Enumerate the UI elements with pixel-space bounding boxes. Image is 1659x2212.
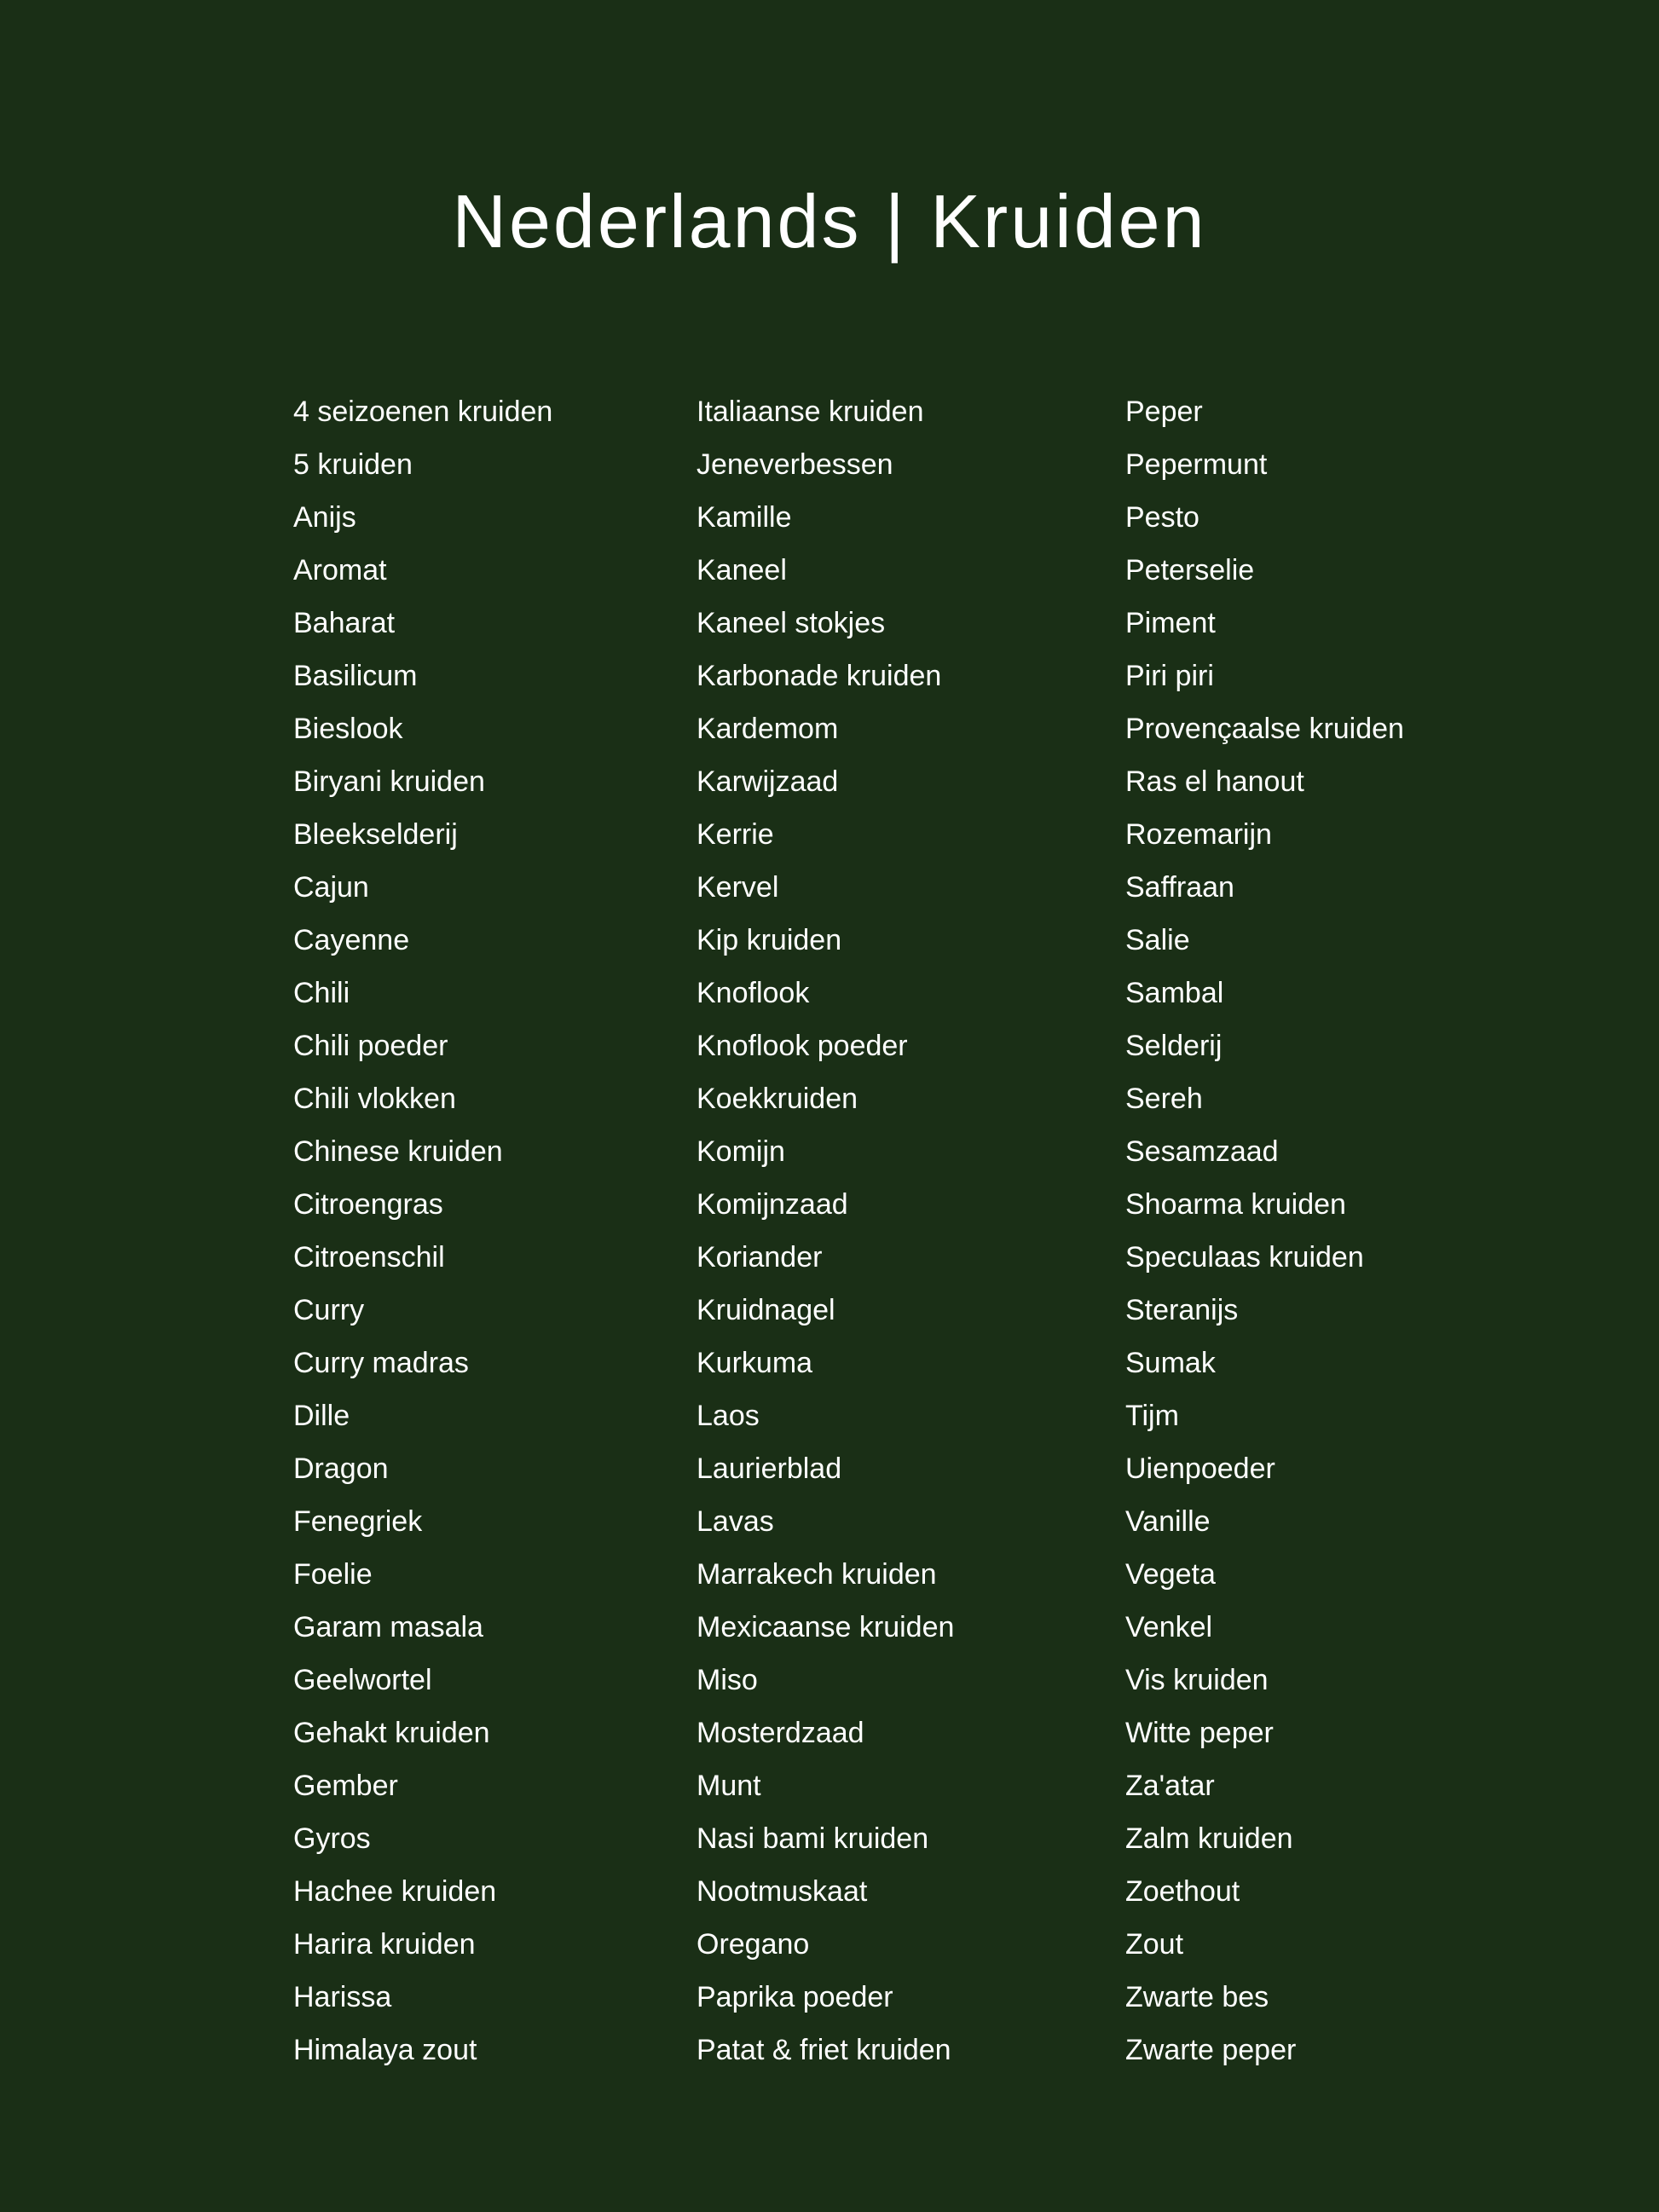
spice-item: Steranijs xyxy=(1125,1294,1239,1326)
spice-item: Geelwortel xyxy=(293,1664,432,1696)
spice-item: Kip kruiden xyxy=(697,924,842,956)
spice-item: Bieslook xyxy=(293,713,403,745)
spice-item: Mosterdzaad xyxy=(697,1717,864,1749)
spice-item: Chili vlokken xyxy=(293,1083,456,1115)
spice-item: Chili xyxy=(293,977,350,1009)
spice-item: Piment xyxy=(1125,607,1216,639)
spice-column-2 xyxy=(697,385,954,2076)
spice-item: Sumak xyxy=(1125,1347,1216,1379)
spice-item: Rozemarijn xyxy=(1125,818,1272,851)
spice-item: Miso xyxy=(697,1664,758,1696)
spice-item: Sambal xyxy=(1125,977,1224,1009)
spice-item: Kervel xyxy=(697,871,779,904)
spice-item: Curry madras xyxy=(293,1347,469,1379)
spice-item: Venkel xyxy=(1125,1611,1213,1643)
spice-item: Zoethout xyxy=(1125,1875,1240,1908)
spice-item: Koriander xyxy=(697,1241,823,1273)
spice-item: Bleekselderij xyxy=(293,818,458,851)
spice-item: Karwijzaad xyxy=(697,765,839,798)
spice-item: Zwarte peper xyxy=(1125,2034,1297,2066)
spice-item: Patat & friet kruiden xyxy=(697,2034,951,2066)
spice-item: Jeneverbessen xyxy=(697,448,893,481)
spice-item: Salie xyxy=(1125,924,1190,956)
spice-item: Peper xyxy=(1125,396,1203,428)
spice-item: Zalm kruiden xyxy=(1125,1822,1293,1855)
spice-item: Vegeta xyxy=(1125,1558,1216,1591)
spice-item: 5 kruiden xyxy=(293,448,413,481)
spice-item: Cajun xyxy=(293,871,369,904)
spice-item: Hachee kruiden xyxy=(293,1875,497,1908)
spice-item: Sesamzaad xyxy=(1125,1135,1279,1168)
spice-item: Witte peper xyxy=(1125,1717,1274,1749)
spice-item: Gyros xyxy=(293,1822,371,1855)
spice-item: Lavas xyxy=(697,1505,774,1538)
spice-item: Selderij xyxy=(1125,1030,1223,1062)
spice-item: Munt xyxy=(697,1770,761,1802)
spice-item: Kruidnagel xyxy=(697,1294,835,1326)
spice-item: Garam masala xyxy=(293,1611,483,1643)
spice-item: Speculaas kruiden xyxy=(1125,1241,1364,1273)
spice-item: Basilicum xyxy=(293,660,418,692)
spice-item: Knoflook xyxy=(697,977,810,1009)
spice-item: Curry xyxy=(293,1294,365,1326)
spice-item: Zwarte bes xyxy=(1125,1981,1269,2013)
spice-item: Fenegriek xyxy=(293,1505,423,1538)
spice-item: Vis kruiden xyxy=(1125,1664,1269,1696)
spice-item: Citroenschil xyxy=(293,1241,445,1273)
spice-item: 4 seizoenen kruiden xyxy=(293,396,553,428)
spice-item: Mexicaanse kruiden xyxy=(697,1611,955,1643)
spice-item: Saffraan xyxy=(1125,871,1234,904)
spice-item: Anijs xyxy=(293,501,356,534)
spice-item: Gember xyxy=(293,1770,398,1802)
spice-item: Marrakech kruiden xyxy=(697,1558,937,1591)
spice-item: Za'atar xyxy=(1125,1770,1215,1802)
spice-item: Shoarma kruiden xyxy=(1125,1188,1346,1221)
spice-item: Kerrie xyxy=(697,818,774,851)
spice-item: Vanille xyxy=(1125,1505,1211,1538)
spice-item: Kaneel stokjes xyxy=(697,607,886,639)
spice-item: Laos xyxy=(697,1400,760,1432)
spice-item: Pepermunt xyxy=(1125,448,1268,481)
spice-item: Baharat xyxy=(293,607,396,639)
spice-item: Dille xyxy=(293,1400,350,1432)
spice-item: Komijnzaad xyxy=(697,1188,848,1221)
spice-item: Kurkuma xyxy=(697,1347,813,1379)
spice-item: Harissa xyxy=(293,1981,392,2013)
spice-item: Laurierblad xyxy=(697,1453,842,1485)
spice-item: Citroengras xyxy=(293,1188,443,1221)
spice-item: Italiaanse kruiden xyxy=(697,396,924,428)
spice-item: Komijn xyxy=(697,1135,785,1168)
spice-item: Himalaya zout xyxy=(293,2034,477,2066)
spice-item: Nootmuskaat xyxy=(697,1875,868,1908)
spice-item: Paprika poeder xyxy=(697,1981,893,2013)
spice-item: Chili poeder xyxy=(293,1030,448,1062)
spice-item: Koekkruiden xyxy=(697,1083,858,1115)
spice-item: Gehakt kruiden xyxy=(293,1717,490,1749)
page-title: Nederlands | Kruiden xyxy=(452,179,1207,263)
spice-item: Oregano xyxy=(697,1928,810,1961)
spice-item: Karbonade kruiden xyxy=(697,660,942,692)
spice-item: Tijm xyxy=(1125,1400,1179,1432)
spice-item: Piri piri xyxy=(1125,660,1214,692)
spice-item: Chinese kruiden xyxy=(293,1135,503,1168)
spice-item: Kardemom xyxy=(697,713,839,745)
spice-item: Harira kruiden xyxy=(293,1928,476,1961)
spice-item: Zout xyxy=(1125,1928,1184,1961)
spice-item: Sereh xyxy=(1125,1083,1203,1115)
spice-item: Aromat xyxy=(293,554,387,586)
spice-item: Kaneel xyxy=(697,554,787,586)
spice-item: Ras el hanout xyxy=(1125,765,1304,798)
spice-item: Uienpoeder xyxy=(1125,1453,1275,1485)
spice-item: Foelie xyxy=(293,1558,373,1591)
spice-item: Dragon xyxy=(293,1453,389,1485)
spice-item: Cayenne xyxy=(293,924,410,956)
spice-item: Kamille xyxy=(697,501,792,534)
spice-item: Provençaalse kruiden xyxy=(1125,713,1404,745)
spice-item: Peterselie xyxy=(1125,554,1255,586)
spice-item: Nasi bami kruiden xyxy=(697,1822,929,1855)
spice-item: Knoflook poeder xyxy=(697,1030,908,1062)
spice-item: Biryani kruiden xyxy=(293,765,485,798)
spice-column-1 xyxy=(293,385,552,2076)
spice-list xyxy=(0,385,1659,2090)
spice-item: Pesto xyxy=(1125,501,1199,534)
spice-column-3 xyxy=(1125,385,1404,2076)
